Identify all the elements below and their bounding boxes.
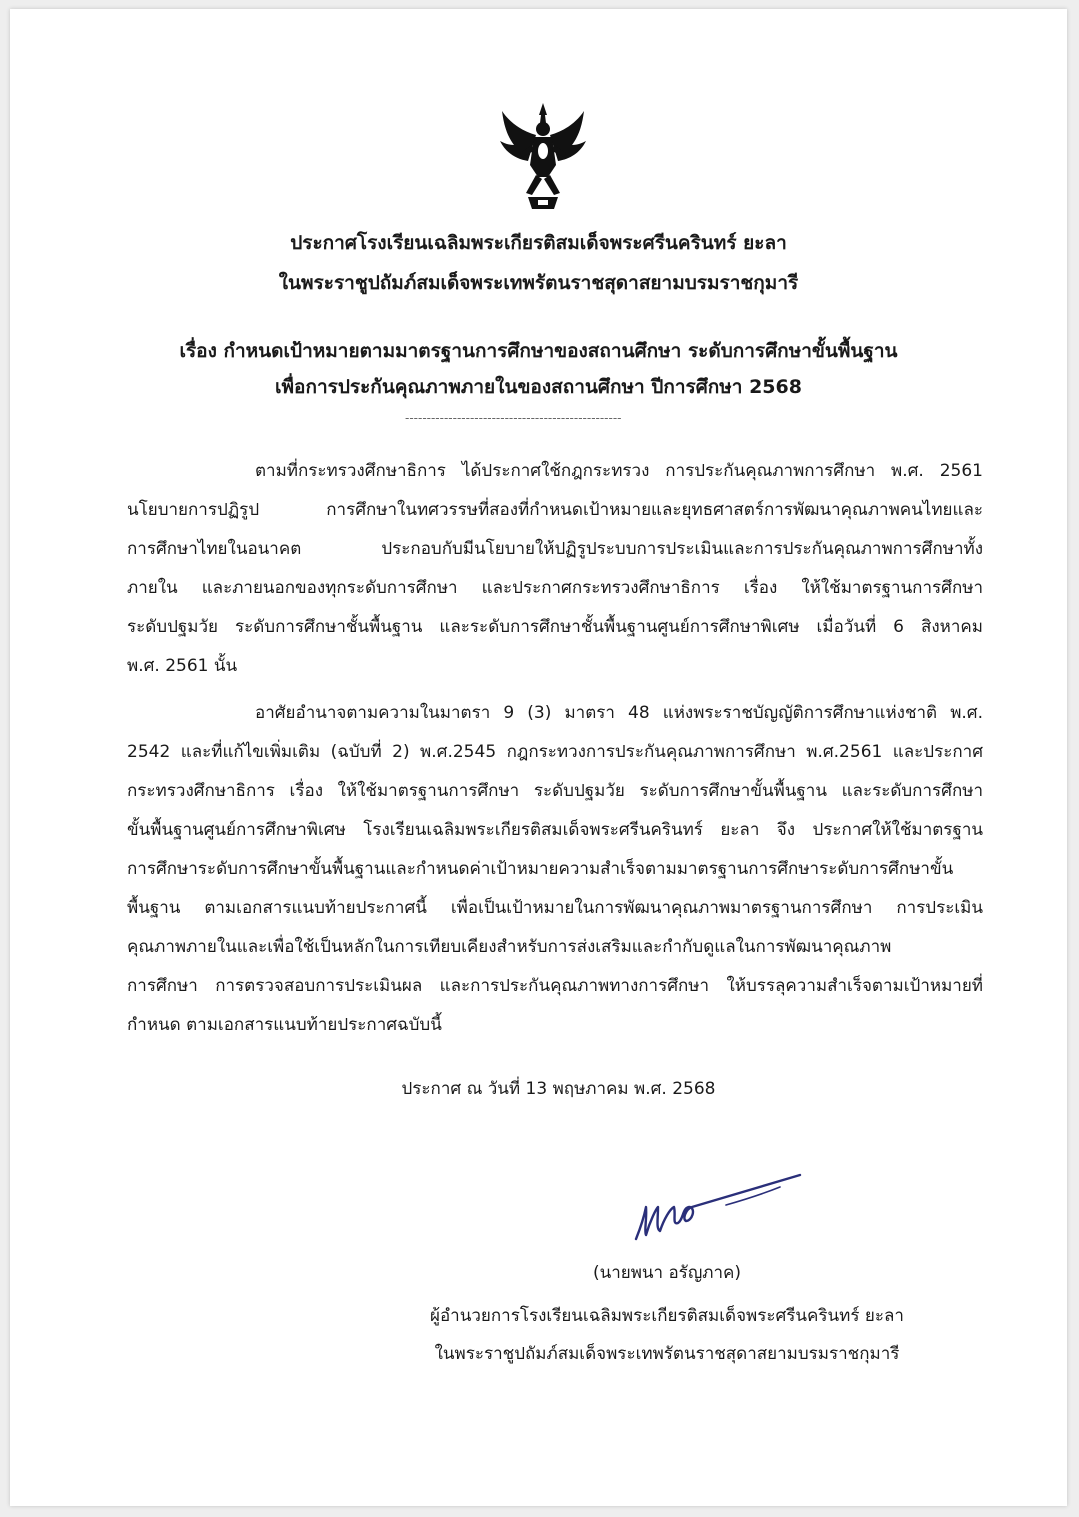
paragraph-line: นโยบายการปฏิรูป การศึกษาในทศวรรษที่สองที่กำหนดเป้าหมายและยุทธศาสตร์การพัฒนาคุณภาพคนไทยและ (127, 500, 983, 520)
announcement-date: ประกาศ ณ วันที่ 13 พฤษภาคม พ.ศ. 2568 (401, 1079, 716, 1099)
garuda-emblem-icon (498, 101, 588, 213)
paragraph-line: ภายใน และภายนอกของทุกระดับการศึกษา และประกาศกระทรวงศึกษาธิการ เรื่อง ให้ใช้มาตรฐานการศึกษา (127, 578, 983, 598)
signer-position-line2: ในพระราชูปถัมภ์สมเด็จพระเทพรัตนราชสุดาสยามบรมราชกุมารี (434, 1344, 900, 1364)
paragraph-line: พื้นฐาน ตามเอกสารแนบท้ายประกาศนี้ เพื่อเป็นเป้าหมายในการพัฒนาคุณภาพมาตรฐานการศึกษา การประเมิน (127, 898, 983, 918)
subject-line2: เพื่อการประกันคุณภาพภายในของสถานศึกษา ปีการศึกษา 2568 (275, 376, 802, 398)
announcement-title-line2: ในพระราชูปถัมภ์สมเด็จพระเทพรัตนราชสุดาสยามบรมราชกุมารี (278, 272, 799, 294)
handwritten-signature (630, 1169, 810, 1249)
paragraph-line: คุณภาพภายในและเพื่อใช้เป็นหลักในการเทียบเคียงสำหรับการส่งเสริมและกำกับดูแลในการพัฒนาคุณภาพ (127, 937, 892, 957)
subject-line1: เรื่อง กำหนดเป้าหมายตามมาตรฐานการศึกษาของสถานศึกษา ระดับการศึกษาขั้นพื้นฐาน (179, 340, 898, 362)
divider-text: -------------------------------------------------- (405, 411, 622, 425)
paragraph-line: 2542 และที่แก้ไขเพิ่มเติม (ฉบับที่ 2) พ.ศ.2545 กฎกระทวงการประกันคุณภาพการศึกษา พ.ศ.2561 และประกาศ (127, 742, 983, 762)
paragraph-line: การศึกษาไทยในอนาคต ประกอบกับมีนโยบายให้ปฏิรูประบบการประเมินและการประกันคุณภาพการศึกษาทั้ง (127, 539, 983, 559)
signer-position-line1: ผู้อำนวยการโรงเรียนเฉลิมพระเกียรติสมเด็จพระศรีนครินทร์ ยะลา (430, 1306, 904, 1326)
paragraph-line: ตามที่กระทรวงศึกษาธิการ ได้ประกาศใช้กฎกระทรวง การประกันคุณภาพการศึกษา พ.ศ. 2561 (255, 461, 983, 481)
signer-name: (นายพนา อรัญภาค) (592, 1263, 742, 1283)
document-page (10, 9, 1067, 1506)
paragraph-line: กระทรวงศึกษาธิการ เรื่อง ให้ใช้มาตรฐานการศึกษา ระดับปฐมวัย ระดับการศึกษาขั้นพื้นฐาน และระดับการศึกษา (127, 781, 983, 801)
paragraph-line: การศึกษาระดับการศึกษาขั้นพื้นฐานและกำหนดค่าเป้าหมายความสำเร็จตามมาตรฐานการศึกษาระดับการศึกษาขั้น (127, 859, 954, 879)
paragraph-line: ขั้นพื้นฐานศูนย์การศึกษาพิเศษ โรงเรียนเฉลิมพระเกียรติสมเด็จพระศรีนครินทร์ ยะลา จึง ประกาศให้ใช้มาตรฐาน (127, 820, 983, 840)
paragraph-line: ระดับปฐมวัย ระดับการศึกษาชั้นพื้นฐาน และระดับการศึกษาชั้นพื้นฐานศูนย์การศึกษาพิเศษ เมื่อวันที่ 6 สิงหาคม (127, 617, 983, 637)
paragraph-line: กำหนด ตามเอกสารแนบท้ายประกาศฉบับนี้ (127, 1015, 442, 1035)
paragraph-line: การศึกษา การตรวจสอบการประเมินผล และการประกันคุณภาพทางการศึกษา ให้บรรลุความสำเร็จตามเป้าหมายที่ (127, 976, 983, 996)
paragraph-line: อาศัยอำนาจตามความในมาตรา 9 (3) มาตรา 48 แห่งพระราชบัญญัติการศึกษาแห่งชาติ พ.ศ. (255, 703, 983, 723)
announcement-title-line1: ประกาศโรงเรียนเฉลิมพระเกียรติสมเด็จพระศรีนครินทร์ ยะลา (290, 232, 787, 254)
paragraph-line: พ.ศ. 2561 นั้น (127, 656, 238, 676)
